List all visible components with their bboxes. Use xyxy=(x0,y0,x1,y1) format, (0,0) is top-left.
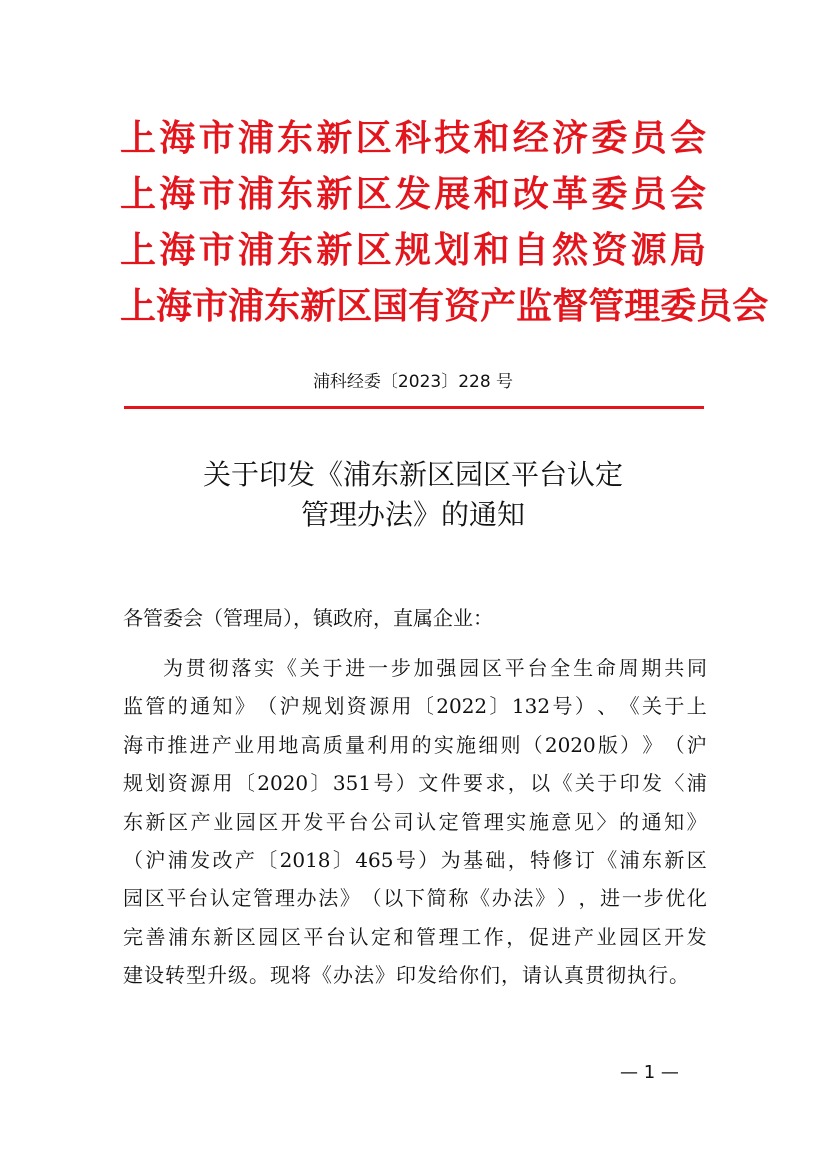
title-line-2: 管理办法》的通知 xyxy=(300,498,525,531)
issuing-authorities xyxy=(120,110,769,334)
body-line: 海 市 推 进 产 业 用 地 高 质 量 利 用 的 实 施 细 则 （ 2020 版 ） 》 （ 沪 xyxy=(123,732,707,757)
page-number: — 1 — xyxy=(620,1062,679,1083)
issuer-line: 上 海 市 浦 东 新 区 发 展 和 改 革 委 员 会 xyxy=(120,173,706,215)
salutation: 各管委会（管理局），镇政府，直属企业： xyxy=(123,606,493,630)
body-line: 规 划 资 源 用 〔 2020 〕 351 号 ） 文 件 要 求 ， 以 《 关 于 印 发 〈 浦 xyxy=(123,771,707,796)
red-divider-line xyxy=(124,406,704,409)
body-line: 为 贯 彻 落 实 《 关 于 进 一 步 加 强 园 区 平 台 全 生 命 周 期 共 同 xyxy=(163,656,707,680)
body-line: 园 区 平 台 认 定 管 理 办 法 》 （ 以 下 简 称 《 办 法 》 ） ， 进 一 步 优 化 xyxy=(123,886,707,911)
body-line: 建 设 转 型 升 级 。 现 将 《 办 法 》 印 发 给 你 们 ， 请 认 真 贯 彻 执 行 。 xyxy=(123,963,690,988)
title-line-1: 关于印发《浦东新区园区平台认定 xyxy=(202,458,623,491)
body-line: 东 新 区 产 业 园 区 开 发 平 台 公 司 认 定 管 理 实 施 意 见 〉 的 通 知 》 xyxy=(123,809,707,834)
body-line: 监 管 的 通 知 》 （ 沪 规 划 资 源 用 〔 2022 〕 132 号 ） 、 《 关 于 上 xyxy=(123,694,707,719)
issuer-line: 上 海 市 浦 东 新 区 国 有 资 产 监 督 管 理 委 员 会 xyxy=(120,285,769,327)
issuer-line: 上 海 市 浦 东 新 区 科 技 和 经 济 委 员 会 xyxy=(120,117,706,159)
document-title xyxy=(0,455,826,535)
document-number: 浦科经委〔2023〕228 号 xyxy=(312,372,514,392)
body-line: （ 沪 浦 发 改 产 〔 2018 〕 465 号 ） 为 基 础 ， 特 修 订 《 浦 东 新 区 xyxy=(123,847,707,872)
issuer-line: 上 海 市 浦 东 新 区 规 划 和 自 然 资 源 局 xyxy=(120,229,706,271)
body-paragraph xyxy=(123,654,707,1000)
body-line: 完 善 浦 东 新 区 园 区 平 台 认 定 和 管 理 工 作 ， 促 进 产 业 园 区 开 发 xyxy=(123,924,707,949)
